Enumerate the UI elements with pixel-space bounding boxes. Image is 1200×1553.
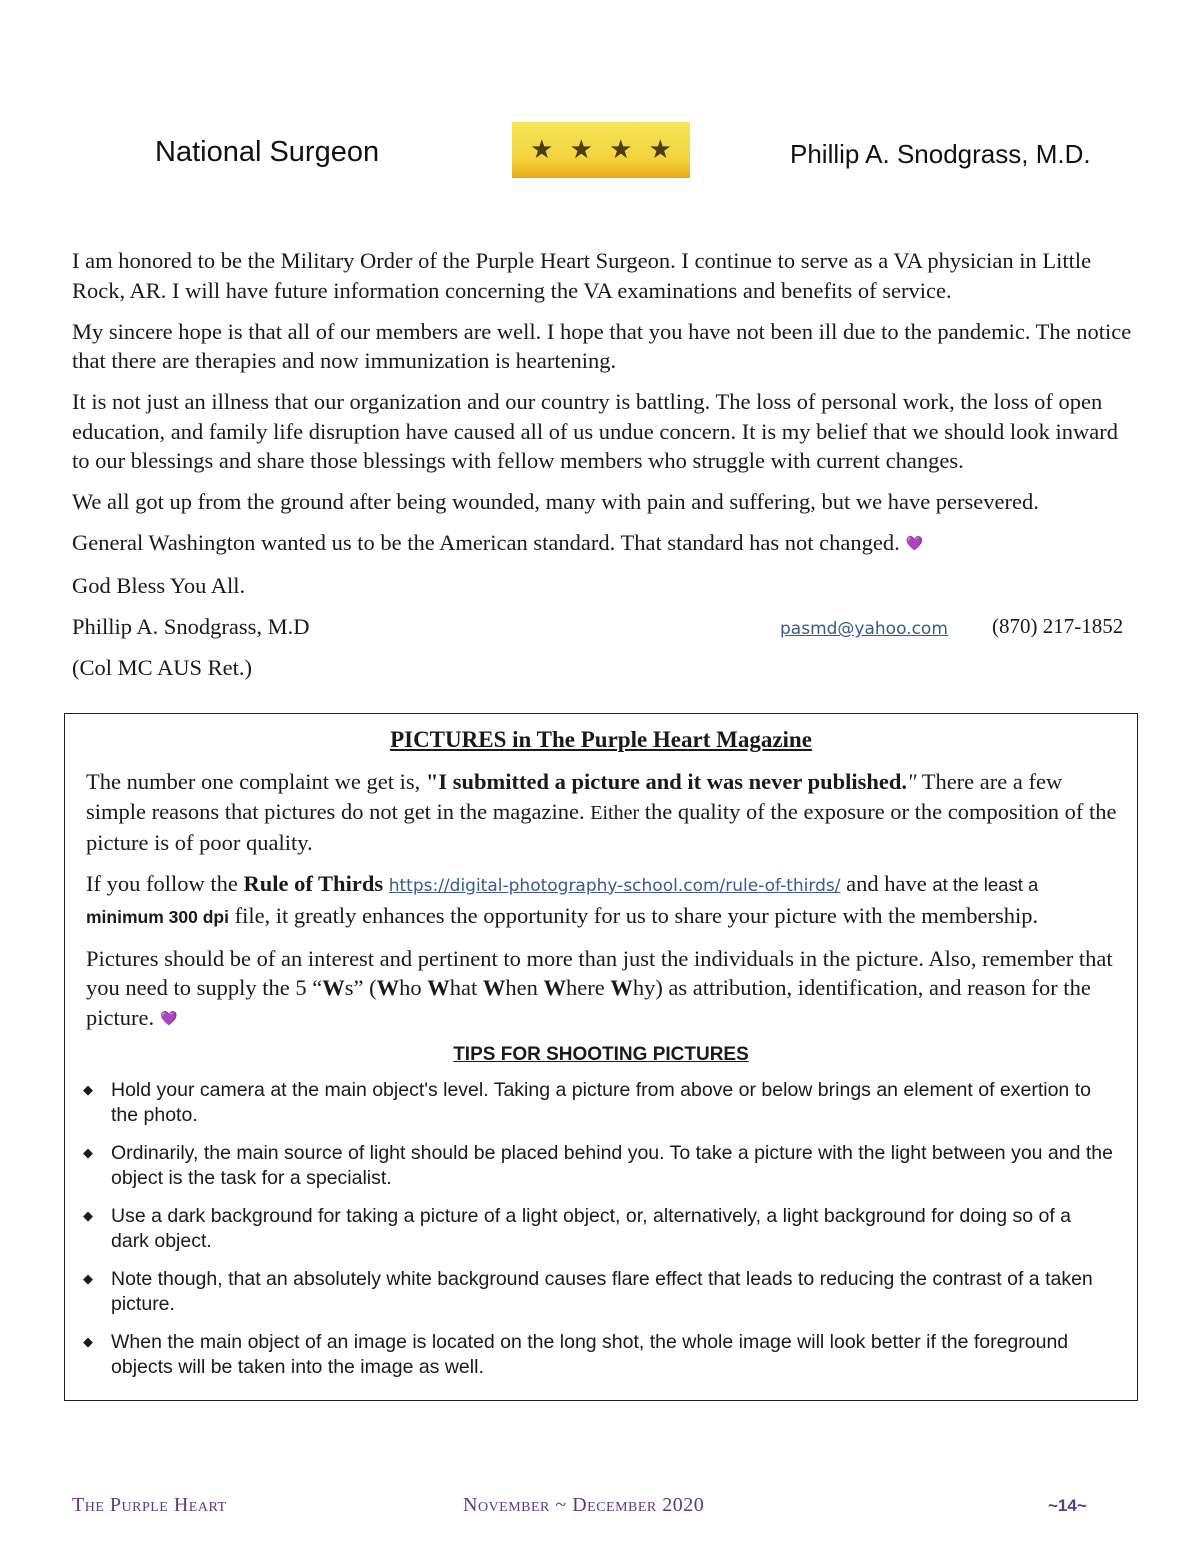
paragraph: My sincere hope is that all of our members are well. I hope that you have not been ill due to the pandemic. The notice that there are therapies and now immunization is heartening. [72,318,1132,373]
text: the quality of the exposure or the composition of the picture is of poor quality. [86,798,1117,855]
tips-title: TIPS FOR SHOOTING PICTURES [453,1044,749,1065]
diamond-bullet-icon: ◆ [83,1146,93,1161]
box-title: PICTURES in The Purple Heart Magazine [390,727,812,752]
signature-rank: (Col MC AUS Ret.) [72,655,253,681]
star-icon: ★ [648,135,672,165]
dpi-requirement: minimum 300 dpi [86,907,229,927]
text: hen [505,975,544,1000]
text: s” ( [344,975,377,1000]
text: here [565,975,611,1000]
text: There are a few simple reasons that pictures do not get in the magazine. [86,769,1063,824]
tip-text: Use a dark background for taking a picture of a light object, or, alternatively, a light background for doing so of a dark object. [111,1205,1072,1252]
list-item [83,1267,1113,1317]
text: W [322,975,345,1000]
star-icon: ★ [609,135,633,165]
signature-row [72,612,1137,642]
list-item [83,1078,1113,1128]
page-header [0,120,1200,180]
text: " [907,769,917,794]
star-icon: ★ [530,135,554,165]
issue-date: November ~ December 2020 [463,1494,705,1516]
text: ho [399,975,428,1000]
text: W [543,975,566,1000]
section-title: National Surgeon [155,136,380,168]
tips-list [83,1078,1113,1393]
complaint-quote: "I submitted a picture and it was never published. [425,769,908,794]
author-name: Phillip A. Snodgrass, M.D. [790,139,1091,169]
diamond-bullet-icon: ◆ [83,1083,93,1098]
text: and have [840,870,933,896]
text: The number one complaint we get is, [86,769,426,794]
text: W [427,975,450,1000]
paragraph: It is not just an illness that our organization and our country is battling. The loss of personal work, the loss of open education, and family life disruption have caused all of us undue concern. It is my belief that we should look inward to our blessings and share those blessings with fellow members who struggle with current changes. [72,389,1118,473]
surgeon-letter [72,246,1137,694]
tip-text: Note though, that an absolutely white background causes flare effect that leads to reducing the contrast of a taken picture. [111,1268,1093,1315]
star-icon: ★ [569,135,593,165]
paragraph: I am honored to be the Military Order of the Purple Heart Surgeon. I continue to serve as a VA physician in Little Rock, AR. I will have future information concerning the VA examinations and benefits of service. [72,248,1092,303]
five-ws-paragraph [86,944,1121,1035]
text: file, it greatly enhances the opportunity for us to share your picture with the membership. [228,903,1039,928]
purple-heart-icon: 💜 [905,536,924,553]
text: Either [590,801,640,824]
page-footer [0,1494,1200,1524]
page-number: ~14~ [1048,1496,1087,1515]
phone-number: (870) 217-1852 [992,614,1124,639]
tip-text: Ordinarily, the main source of light should be placed behind you. To take a picture with the light between you and the object is the task for a specialist. [111,1142,1113,1189]
box-content [86,767,1121,1045]
complaint-paragraph [86,767,1121,858]
text: at the least a [932,873,1039,895]
text: hat [449,975,483,1000]
text: Pictures should be of an interest and pertinent to more than just the individuals in the picture. Also, remember that you need to supply the 5 “ [86,945,1113,1000]
list-item [83,1330,1113,1380]
diamond-bullet-icon: ◆ [83,1272,93,1287]
text: hy [632,975,656,1000]
paragraph: God Bless You All. [72,573,246,599]
tip-text: When the main object of an image is located on the long shot, the whole image will look better if the foreground objects will be taken into the image as well. [111,1331,1069,1378]
purple-heart-icon: 💜 [160,1010,178,1027]
pictures-info-box [64,713,1138,1401]
diamond-bullet-icon: ◆ [83,1335,93,1350]
text: W [482,975,506,1000]
paragraph [72,528,1137,560]
tip-text: Hold your camera at the main object's level. Taking a picture from above or below brings an element of exertion to the photo. [111,1079,1091,1126]
list-item [83,1141,1113,1191]
email-link[interactable]: pasmd@yahoo.com [780,619,948,640]
text: ) as attribution, identification, and reason for the picture. [86,975,1091,1030]
diamond-bullet-icon: ◆ [83,1209,93,1224]
rule-of-thirds-label: Rule of Thirds [243,870,384,896]
four-star-insignia [512,122,690,178]
rule-of-thirds-link[interactable]: https://digital-photography-school.com/rule-of-thirds/ [388,875,841,896]
text: If you follow the [86,870,244,896]
paragraph: We all got up from the ground after being wounded, many with pain and suffering, but we have persevered. [72,489,1039,514]
paragraph-text: General Washington wanted us to be the American standard. That standard has not changed. [72,530,900,555]
signature-name: Phillip A. Snodgrass, M.D [72,614,310,640]
list-item [83,1204,1113,1254]
text: W [610,975,633,1000]
text: W [376,975,400,1000]
rule-of-thirds-paragraph [86,869,1121,933]
publication-name: The Purple Heart [72,1494,227,1516]
